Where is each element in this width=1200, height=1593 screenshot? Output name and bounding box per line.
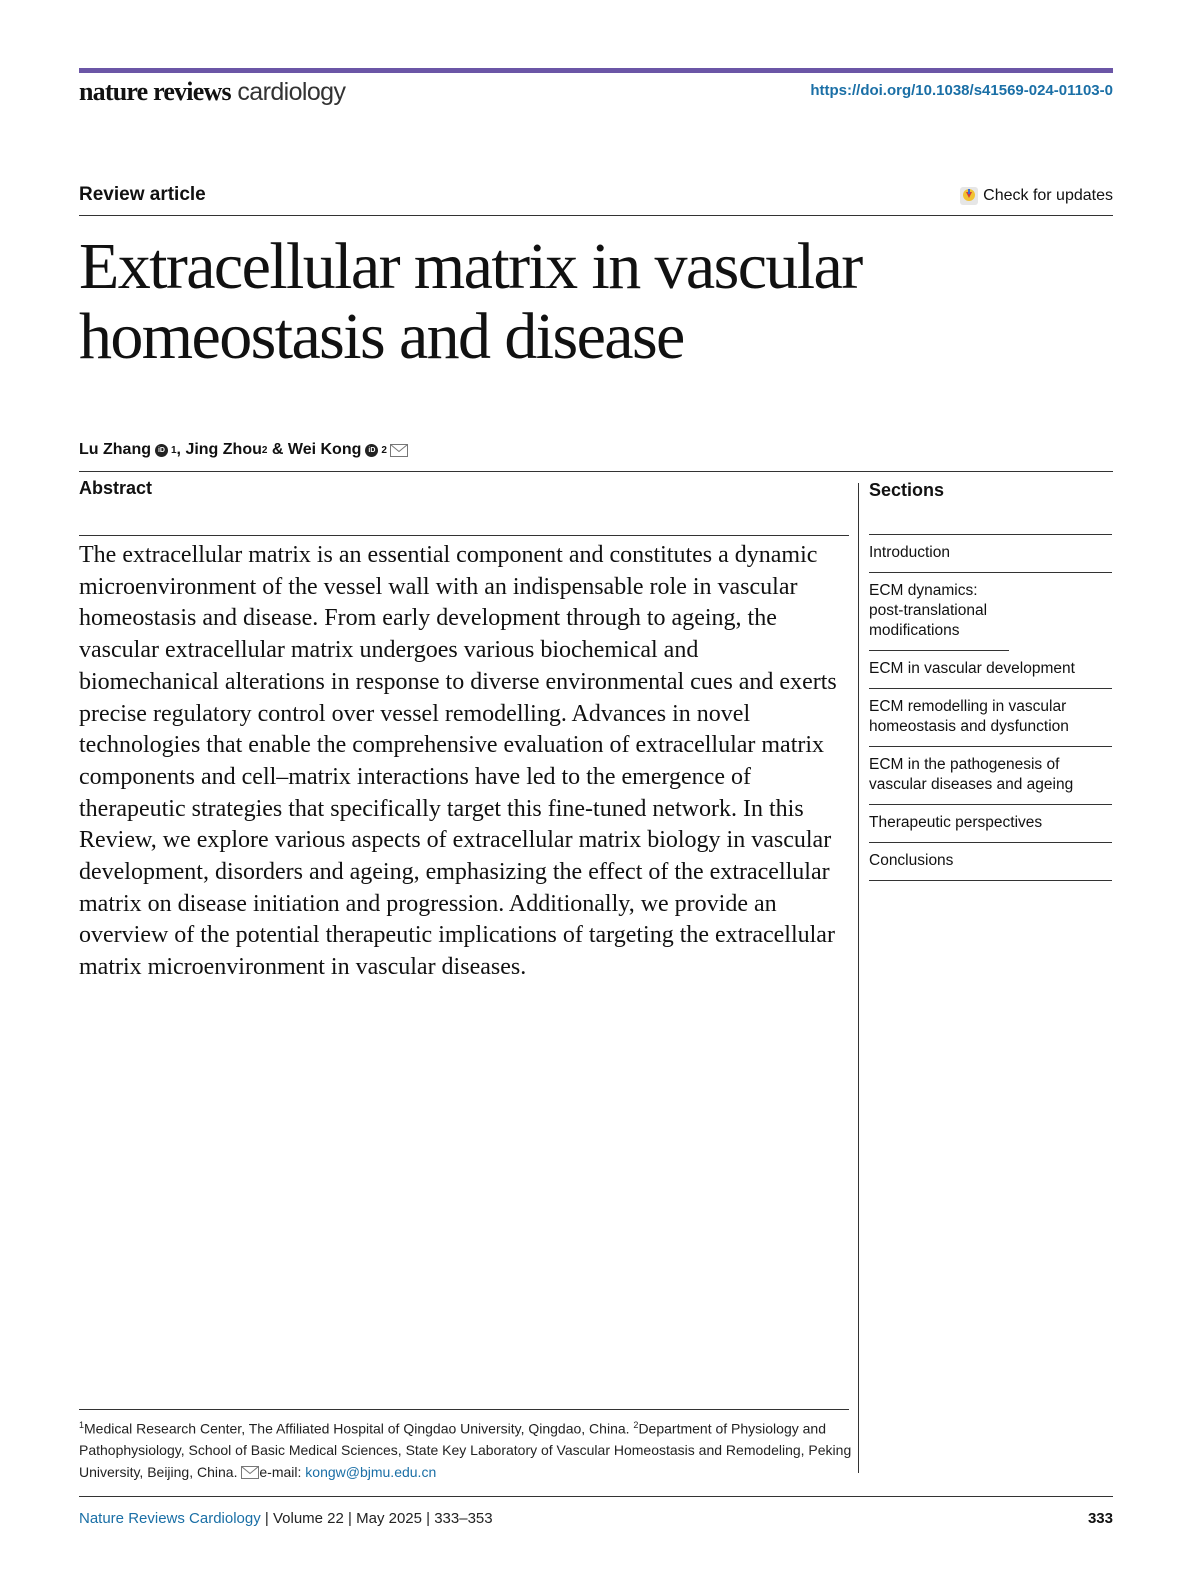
author-name[interactable]: Lu Zhang <box>79 441 151 458</box>
authors-rule <box>79 471 1113 472</box>
section-link-introduction[interactable]: Introduction <box>869 535 1112 573</box>
journal-name-light: cardiology <box>237 78 346 106</box>
affiliation-number: 1 <box>79 1420 85 1430</box>
author-name[interactable]: Wei Kong <box>287 441 362 458</box>
footer-separator: | <box>343 1510 357 1527</box>
abstract-text: The extracellular matrix is an essential component and constitutes a dynamic microenvironment of the vessel wall with an indispensable role in vascular homeostasis and disease. From early development through to ageing, the vascular extracellular matrix undergoes various biochemical and biomechanical alterations in response to diverse environmental cues and exerts precise regulatory control over vessel remodelling. Advances in novel technologies that enable the comprehensive evaluation of extracellular matrix components and cell–matrix interactions have led to the emergence of therapeutic strategies that specifically target this fine-tuned network. In this Review, we explore various aspects of extracellular matrix biology in vascular development, disorders and ageing, emphasizing the effect of the extracellular matrix on disease initiation and progression. Additionally, we provide an overview of the potential therapeutic implications of targeting the extracellular matrix microenvironment in vascular diseases. <box>79 542 837 981</box>
journal-logo <box>79 76 345 107</box>
doi-link[interactable]: https://doi.org/10.1038/s41569-024-01103-0 <box>810 82 1113 99</box>
article-type: Review article <box>79 184 206 205</box>
section-link-ecm-remodelling[interactable]: ECM remodelling in vascular homeostasis and dysfunction <box>869 689 1112 747</box>
article-title: Extracellular matrix in vascular homeostasis and disease <box>79 230 862 373</box>
check-updates-label: Check for updates <box>983 187 1113 204</box>
author-separator: , <box>176 441 186 458</box>
check-updates-icon <box>959 186 979 206</box>
section-link-vascular-development[interactable]: ECM in vascular development <box>869 651 1112 689</box>
author-affiliation: 2 <box>261 444 268 456</box>
email-link[interactable]: kongw@bjmu.edu.cn <box>305 1463 437 1480</box>
check-updates-button[interactable] <box>959 186 1113 206</box>
page-footer <box>79 1510 493 1527</box>
envelope-icon[interactable] <box>390 444 408 457</box>
footer-separator: | <box>421 1510 435 1527</box>
section-link-conclusions[interactable]: Conclusions <box>869 843 1112 881</box>
author-separator: & <box>267 441 288 458</box>
affiliation-2: Department of Physiology and Pathophysiology, School of Basic Medical Sciences, State Key Laboratory of Vascular Homeostasis and Remodeling, Peking University, Beijing, China. <box>79 1420 852 1480</box>
affiliation-number: 2 <box>633 1420 639 1430</box>
section-link-ecm-dynamics[interactable]: ECM dynamics: post-translational modifications <box>869 573 1009 651</box>
footer-journal[interactable]: Nature Reviews Cardiology <box>79 1510 261 1527</box>
section-link-therapeutic[interactable]: Therapeutic perspectives <box>869 805 1112 843</box>
sections-list <box>869 535 1112 881</box>
footer-pages: 333–353 <box>434 1510 493 1527</box>
section-link-pathogenesis[interactable]: ECM in the pathogenesis of vascular diseases and ageing <box>869 747 1112 805</box>
footer-date: May 2025 <box>356 1510 422 1527</box>
journal-name-bold: nature reviews <box>79 77 231 106</box>
affiliations-footnote <box>79 1415 854 1483</box>
author-affiliation: 2 <box>381 444 387 456</box>
sections-panel <box>869 478 1112 881</box>
page-number: 333 <box>1087 1510 1113 1527</box>
author-name[interactable]: Jing Zhou <box>185 441 262 458</box>
abstract-rule <box>79 535 849 536</box>
header-rule <box>79 215 1113 216</box>
email-icon <box>241 1466 259 1479</box>
header-accent-bar <box>79 68 1113 73</box>
author-affiliation: 1 <box>170 444 177 456</box>
sections-heading: Sections <box>869 478 1112 535</box>
orcid-icon[interactable]: iD <box>155 444 168 457</box>
column-divider <box>858 483 859 1473</box>
footer-volume: Volume 22 <box>272 1510 344 1527</box>
footnote-rule <box>79 1409 849 1410</box>
abstract-heading: Abstract <box>79 478 153 498</box>
footer-separator: | <box>260 1510 273 1527</box>
email-label: e-mail: <box>259 1463 302 1480</box>
footer-rule <box>79 1496 1113 1497</box>
author-list <box>79 441 408 459</box>
orcid-icon[interactable]: iD <box>365 444 378 457</box>
affiliation-1: Medical Research Center, The Affiliated Hospital of Qingdao University, Qingdao, China. <box>84 1420 630 1437</box>
